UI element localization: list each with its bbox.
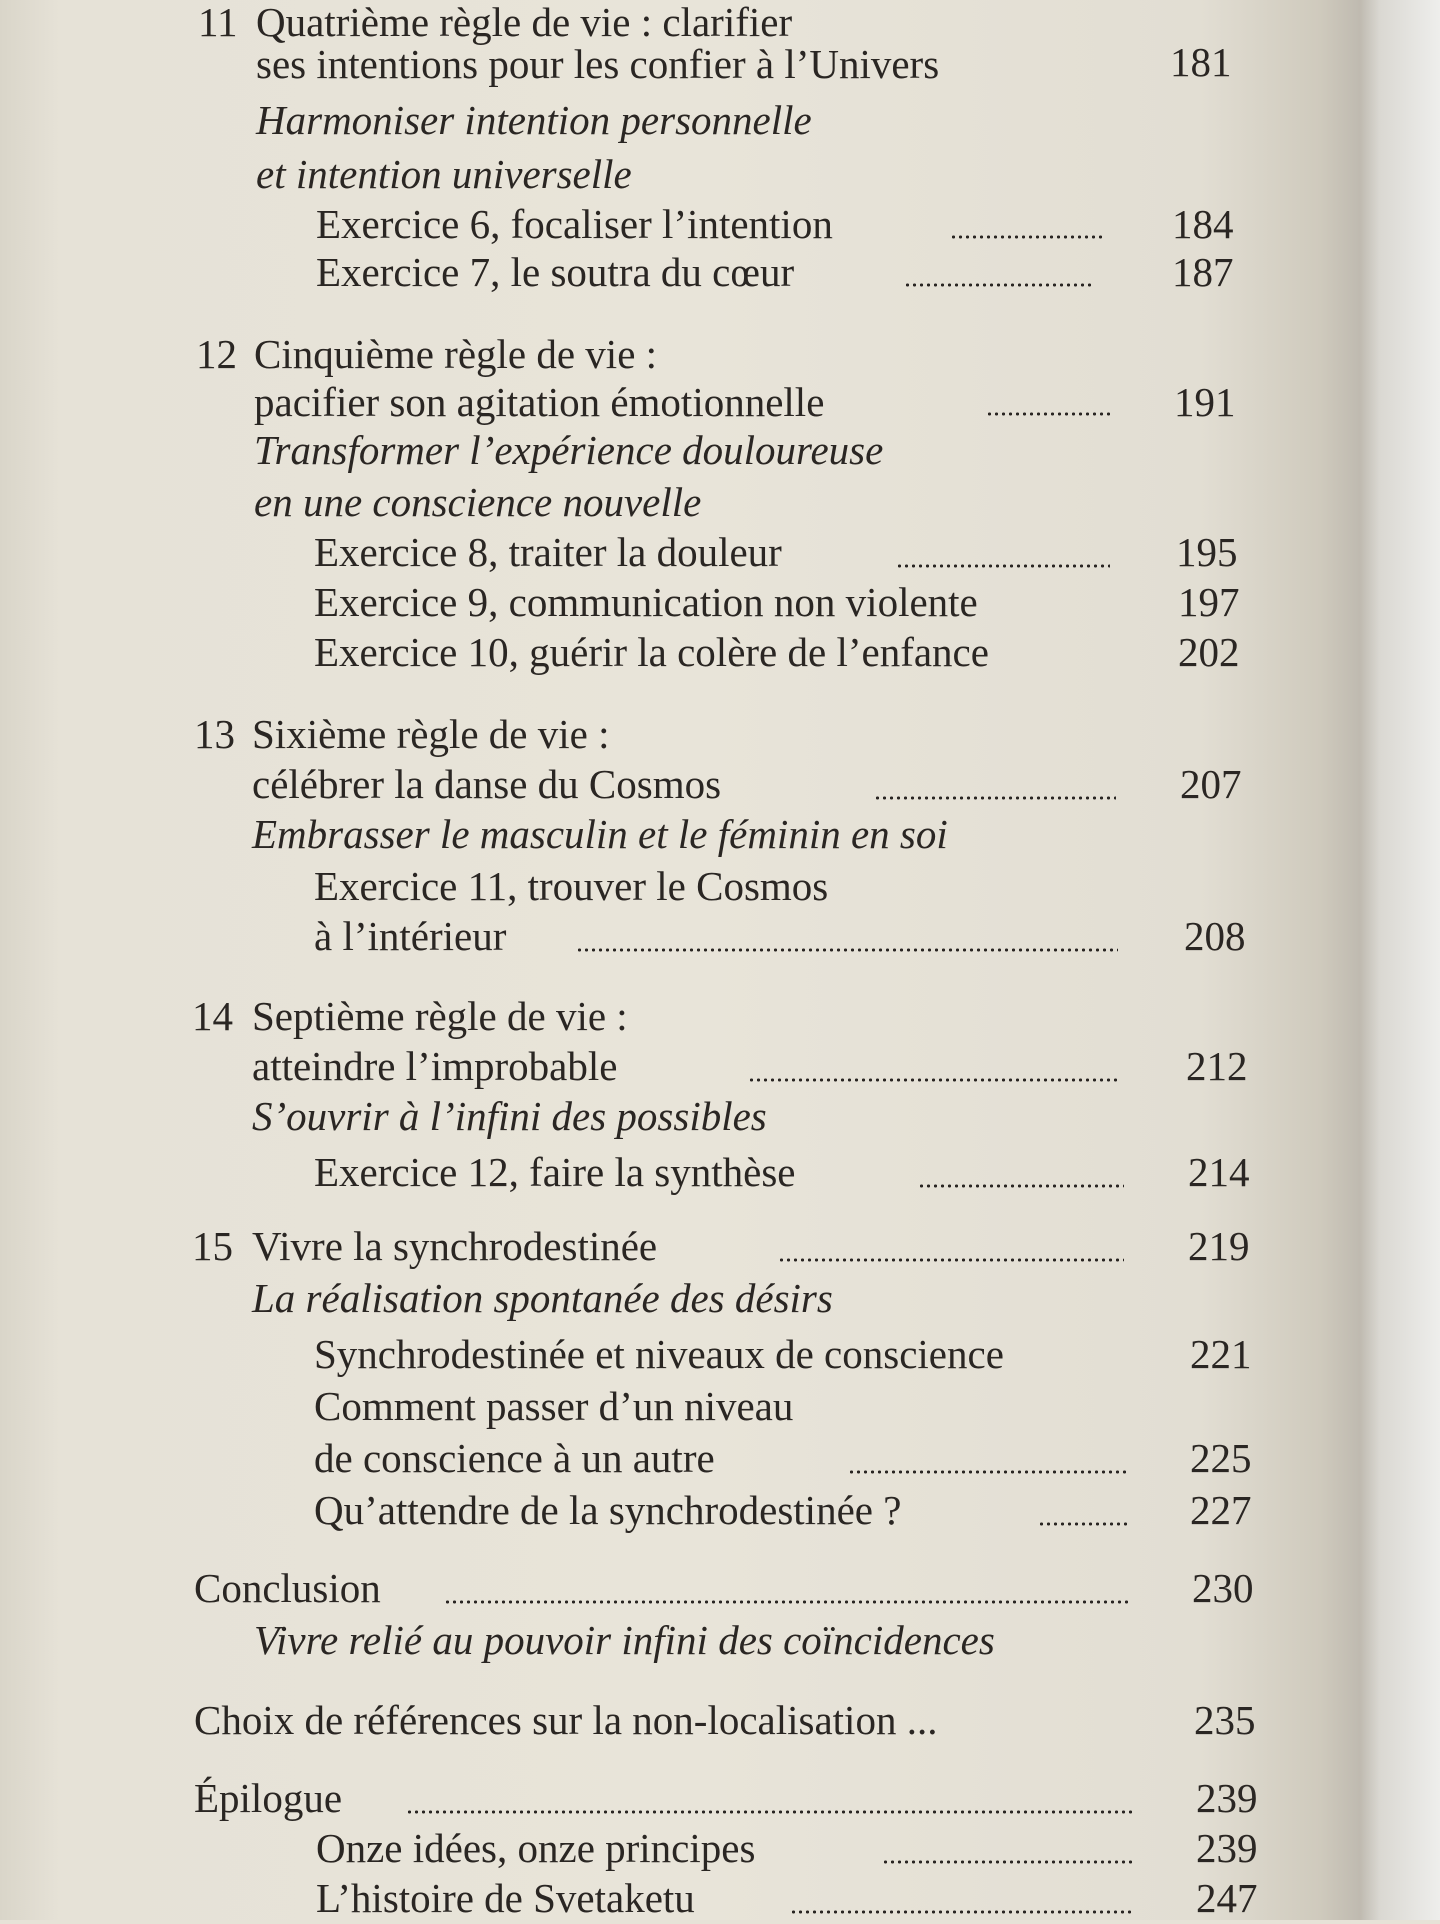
page-number: 227 bbox=[1190, 1487, 1252, 1533]
page-number: 187 bbox=[1172, 249, 1234, 295]
page-number: 214 bbox=[1188, 1149, 1250, 1195]
chapter-13-subtitle: Embrasser le masculin et le féminin en soi bbox=[252, 811, 948, 857]
chapter-14-title-line1: Septième règle de vie : bbox=[252, 993, 628, 1039]
dot-leader bbox=[576, 948, 1118, 952]
toc-entry-comment-passer-line1: Comment passer d’un niveau bbox=[314, 1383, 794, 1429]
toc-entry-onze-idees: Onze idées, onze principes bbox=[316, 1825, 756, 1871]
references-title: Choix de références sur la non-localisation ... bbox=[194, 1697, 938, 1743]
toc-entry-comment-passer-line2: de conscience à un autre bbox=[314, 1435, 715, 1481]
dot-leader bbox=[848, 1470, 1128, 1474]
chapter-12-subtitle-line1: Transformer l’expérience douloureuse bbox=[254, 427, 884, 473]
dot-leader bbox=[790, 1910, 1132, 1914]
chapter-14-page: 212 bbox=[1186, 1043, 1248, 1089]
chapter-11-subtitle-line2: et intention universelle bbox=[256, 151, 632, 197]
toc-entry-histoire-svetaketu: L’histoire de Svetaketu bbox=[316, 1875, 695, 1921]
chapter-15-title: Vivre la synchrodestinée bbox=[252, 1223, 658, 1269]
dot-leader bbox=[406, 1810, 1132, 1814]
dot-leader bbox=[748, 1078, 1120, 1082]
toc-entry-exercice-8: Exercice 8, traiter la douleur bbox=[314, 529, 782, 575]
toc-entry-exercice-9: Exercice 9, communication non violente bbox=[314, 579, 978, 625]
chapter-13-title-line2: célébrer la danse du Cosmos bbox=[252, 761, 722, 807]
toc-entry-synchrodestinee-niveaux: Synchrodestinée et niveaux de conscience bbox=[314, 1331, 1004, 1377]
toc-entry-exercice-11-line2: à l’intérieur bbox=[314, 913, 507, 959]
toc-entry-exercice-6: Exercice 6, focaliser l’intention bbox=[316, 201, 833, 247]
chapter-11-page: 181 bbox=[1170, 39, 1232, 85]
dot-leader bbox=[986, 412, 1110, 416]
chapter-15-page: 219 bbox=[1188, 1223, 1250, 1269]
chapter-11-title-line1: Quatrième règle de vie : clarifier bbox=[256, 0, 793, 45]
dot-leader bbox=[778, 1258, 1124, 1262]
chapter-13-title-line1: Sixième règle de vie : bbox=[252, 711, 610, 757]
toc-entry-quattendre: Qu’attendre de la synchrodestinée ? bbox=[314, 1487, 902, 1533]
dot-leader bbox=[874, 796, 1116, 800]
references-page: 235 bbox=[1194, 1697, 1256, 1743]
chapter-12-title-line2: pacifier son agitation émotionnelle bbox=[254, 379, 825, 425]
page-number: 221 bbox=[1190, 1331, 1252, 1377]
conclusion-page: 230 bbox=[1192, 1565, 1254, 1611]
conclusion-subtitle: Vivre relié au pouvoir infini des coïncidences bbox=[254, 1617, 995, 1663]
toc-entry-exercice-10: Exercice 10, guérir la colère de l’enfance bbox=[314, 629, 989, 675]
page-number: 197 bbox=[1178, 579, 1240, 625]
page-number: 195 bbox=[1176, 529, 1238, 575]
dot-leader bbox=[882, 1860, 1132, 1864]
page-number: 225 bbox=[1190, 1435, 1252, 1481]
chapter-14-title-line2: atteindre l’improbable bbox=[252, 1043, 618, 1089]
page-number: 239 bbox=[1196, 1825, 1258, 1871]
dot-leader bbox=[896, 564, 1110, 568]
page-number: 208 bbox=[1184, 913, 1246, 959]
chapter-11-subtitle-line1: Harmoniser intention personnelle bbox=[256, 97, 812, 143]
chapter-15-number: 15 bbox=[192, 1223, 233, 1269]
dot-leader bbox=[444, 1600, 1130, 1604]
chapter-12-page: 191 bbox=[1174, 379, 1236, 425]
epilogue-title: Épilogue bbox=[194, 1775, 343, 1821]
chapter-13-number: 13 bbox=[194, 711, 235, 757]
toc-entry-exercice-7: Exercice 7, le soutra du cœur bbox=[316, 249, 795, 295]
chapter-12-number: 12 bbox=[196, 331, 237, 377]
chapter-11-title-line2: ses intentions pour les confier à l’Univers bbox=[256, 41, 940, 87]
chapter-14-number: 14 bbox=[192, 993, 233, 1039]
chapter-14-subtitle: S’ouvrir à l’infini des possibles bbox=[252, 1093, 767, 1139]
dot-leader bbox=[904, 283, 1092, 287]
toc-entry-exercice-12: Exercice 12, faire la synthèse bbox=[314, 1149, 796, 1195]
epilogue-page: 239 bbox=[1196, 1775, 1258, 1821]
chapter-12-subtitle-line2: en une conscience nouvelle bbox=[254, 479, 702, 525]
toc-entry-exercice-11-line1: Exercice 11, trouver le Cosmos bbox=[314, 863, 829, 909]
chapter-15-subtitle: La réalisation spontanée des désirs bbox=[252, 1275, 833, 1321]
dot-leader bbox=[918, 1184, 1124, 1188]
page-number: 247 bbox=[1196, 1875, 1258, 1921]
page-number: 184 bbox=[1172, 201, 1234, 247]
dot-leader bbox=[950, 235, 1106, 239]
page-number: 202 bbox=[1178, 629, 1240, 675]
conclusion-title: Conclusion bbox=[194, 1565, 381, 1611]
dot-leader bbox=[1038, 1522, 1128, 1526]
chapter-13-page: 207 bbox=[1180, 761, 1242, 807]
chapter-12-title-line1: Cinquième règle de vie : bbox=[254, 331, 658, 377]
chapter-11-number: 11 bbox=[198, 0, 238, 45]
